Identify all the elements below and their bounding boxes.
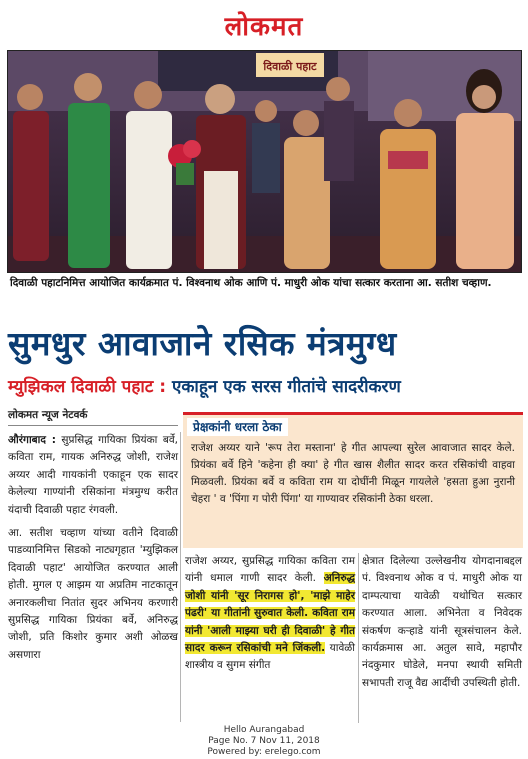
footer-edition: Hello Aurangabad xyxy=(223,725,305,735)
article-column-2 xyxy=(185,553,355,675)
box-text: राजेश अय्यर याने 'रूप तेरा मस्ताना' हे गीत आपल्या सुरेल आवाजात सादर केले. प्रियंका बर्वे हिने 'कहेना ही क्या' हे गीत खास शैलीत सादर करत रसिकांची वाहवा मिळवली. प्रियंका बर्वे व कविता राम या दोघींनी मिळून गायलेले 'हसता हुआ नुरानी चेहरा ' व 'पिंगा ग पोरी पिंगा' या गाण्यावर रसिकांनी ठेका धरला. xyxy=(191,442,515,505)
paragraph-text: सुप्रसिद्ध गायिका प्रियंका बर्वे, कविता राम, गायक अनिरुद्ध जोशी, राजेश अय्यर आदी गायकांनी एकाहून एक सादर केलेल्या गाण्यांनी रसिकांना मंत्रमुग्ध करीत यंदाची दिवाळी पहाट रंगवली. xyxy=(8,434,179,516)
paragraph xyxy=(8,432,178,519)
sidebar-box xyxy=(183,412,523,548)
event-photo xyxy=(7,50,522,273)
paragraph-text: राजेश अय्यर, सुप्रसिद्ध गायिका कविता राम यांनी धमाल गाणी सादर केली. xyxy=(185,555,355,585)
column-divider xyxy=(358,553,359,723)
banner-text: दिवाळी पहाट xyxy=(263,60,317,73)
box-title: प्रेक्षकांनी धरला ठेका xyxy=(187,418,288,436)
article-column-3: क्षेत्रात दिलेल्या उल्लेखनीय योगदानाबद्दल पं. विश्वनाथ ओक व पं. माधुरी ओक या दाम्पत्याचा यावेळी यथोचित सत्कार करण्यात आला. अभिनेता व निवेदक संकर्षण कऱ्हाडे यांनी सूत्रसंचालन केले. कार्यक्रमास आ. अतुल सावे, महापौर नंदकुमार घोडेले, मनपा स्थायी समिती सभापती राजू वैद्य आदींची उपस्थिती होती. xyxy=(362,555,522,689)
paragraph: आ. सतीश चव्हाण यांच्या वतीने दिवाळी पाडव्यानिमित्त सिडको नाट्यगृहात 'म्युझिकल दिवाळी पहाट' आयोजित करण्यात आली होती. मुगल ए आझम या अप्रतिम नाटकातून अनारकलीचा नितांत सुदर अभिनय करणारी सुप्रसिद्ध गायिका प्रियंका बर्वे, अनिरुद्ध जोशी, प्रति किशोर कुमार अशी ओळख असणारा xyxy=(8,527,178,661)
footer-page-date: Page No. 7 Nov 11, 2018 xyxy=(208,736,320,746)
footer-powered: Powered by: erelego.com xyxy=(207,747,321,757)
subhead-blue: एकाहून एक सरस गीतांचे सादरीकरण xyxy=(166,377,401,397)
dateline: औरंगाबाद : xyxy=(8,434,56,446)
subhead-red: म्युझिकल दिवाळी पहाट : xyxy=(8,377,167,397)
column-divider xyxy=(180,432,181,722)
lokmat-logo: लोकमत xyxy=(224,12,304,42)
paragraph-text: यावेळी शास्त्रीय व सुगम संगीत xyxy=(185,642,355,672)
highlighted-text: अनिरुद्ध जोशी यांनी 'सूर निरागस हो', 'माझे माहेर पंढरी' या गीतांनी सुरुवात केली. कविता राम यांनी 'आली माझ्या घरी ही दिवाळी' हे गीत सादर करून रसिकांची मने जिंकली. xyxy=(185,572,355,655)
headline: सुमधुर आवाजाने रसिक मंत्रमुग्ध xyxy=(8,324,397,363)
masthead xyxy=(0,0,528,44)
photo-caption: दिवाळी पहाटनिमित्त आयोजित कार्यक्रमात पं. विश्वनाथ ओक आणि पं. माधुरी ओक यांचा सत्कार करताना आ. सतीश चव्हाण. xyxy=(10,277,492,289)
byline: लोकमत न्यूज नेटवर्क xyxy=(8,408,178,426)
footer xyxy=(0,725,528,758)
subheadline xyxy=(8,374,523,400)
article-column-1 xyxy=(8,432,178,670)
